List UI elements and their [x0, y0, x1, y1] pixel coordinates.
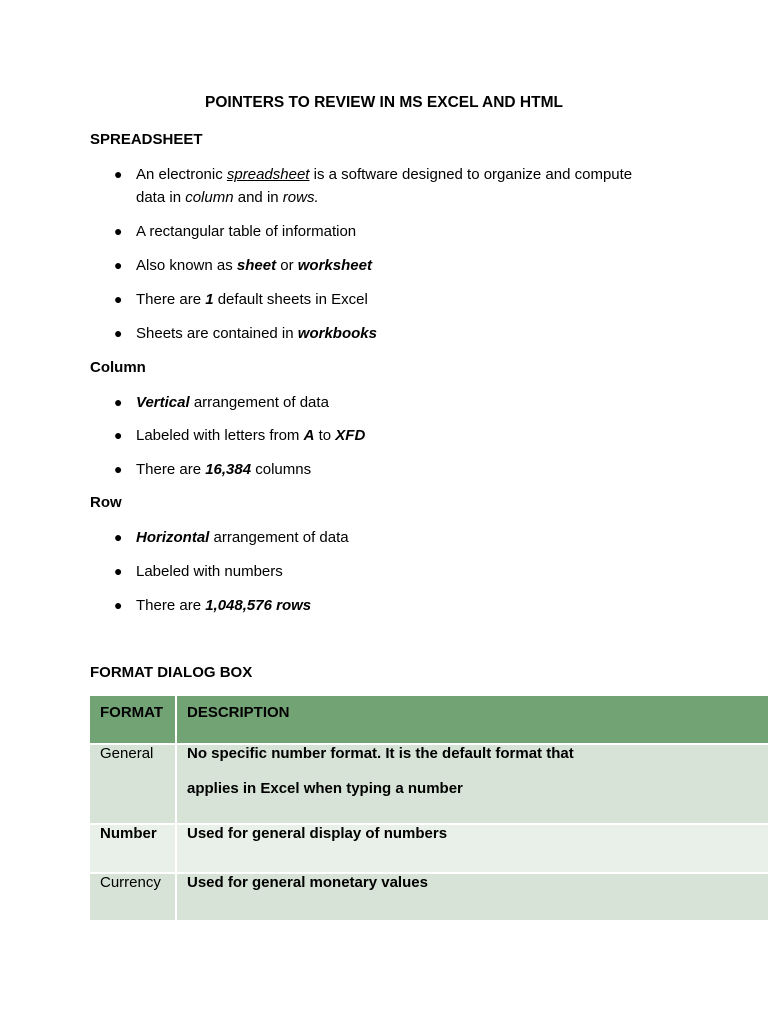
description-cell: Used for general monetary values	[176, 873, 768, 921]
col-format-header: FORMAT	[90, 696, 176, 744]
list-item: ● There are 1,048,576 rows	[114, 594, 694, 617]
list-item: ● Labeled with numbers	[114, 560, 694, 583]
list-item: ● There are 16,384 columns	[114, 458, 694, 481]
spreadsheet-heading: SPREADSHEET	[90, 131, 203, 148]
row-heading: Row	[90, 494, 122, 511]
col-description-header: DESCRIPTION	[176, 696, 768, 744]
bullet-icon: ●	[114, 427, 123, 443]
list-item: ● Horizontal arrangement of data	[114, 526, 694, 549]
list-item: ● Also known as sheet or worksheet	[114, 254, 694, 277]
list-item: ● Sheets are contained in workbooks	[114, 322, 694, 345]
bullet-icon: ●	[114, 291, 123, 307]
list-item: ● Vertical arrangement of data	[114, 391, 694, 414]
table-row	[90, 873, 768, 921]
bullet-icon: ●	[114, 394, 123, 410]
table-row	[90, 744, 768, 824]
list-item: ● Labeled with letters from A to XFD	[114, 424, 694, 447]
format-cell: Currency	[90, 873, 176, 921]
list-item: ● An electronic spreadsheet is a software designed to organize and compute data in column and in rows.	[114, 163, 694, 209]
format-table	[90, 696, 768, 922]
list-item: ● There are 1 default sheets in Excel	[114, 288, 694, 311]
bullet-icon: ●	[114, 325, 123, 341]
description-cell: No specific number format. It is the default format that applies in Excel when typing a number	[176, 744, 768, 824]
list-item: ● A rectangular table of information	[114, 220, 694, 243]
bullet-icon: ●	[114, 529, 123, 545]
column-heading: Column	[90, 359, 146, 376]
format-cell: Number	[90, 824, 176, 873]
table-header-row	[90, 696, 768, 744]
page-title: POINTERS TO REVIEW IN MS EXCEL AND HTML	[205, 94, 563, 111]
format-dialog-heading: FORMAT DIALOG BOX	[90, 664, 253, 681]
bullet-icon: ●	[114, 461, 123, 477]
table-row	[90, 824, 768, 873]
bullet-icon: ●	[114, 223, 123, 239]
bullet-icon: ●	[114, 257, 123, 273]
bullet-icon: ●	[114, 166, 123, 182]
format-cell: General	[90, 744, 176, 824]
bullet-icon: ●	[114, 563, 123, 579]
bullet-icon: ●	[114, 597, 123, 613]
description-cell: Used for general display of numbers	[176, 824, 768, 873]
